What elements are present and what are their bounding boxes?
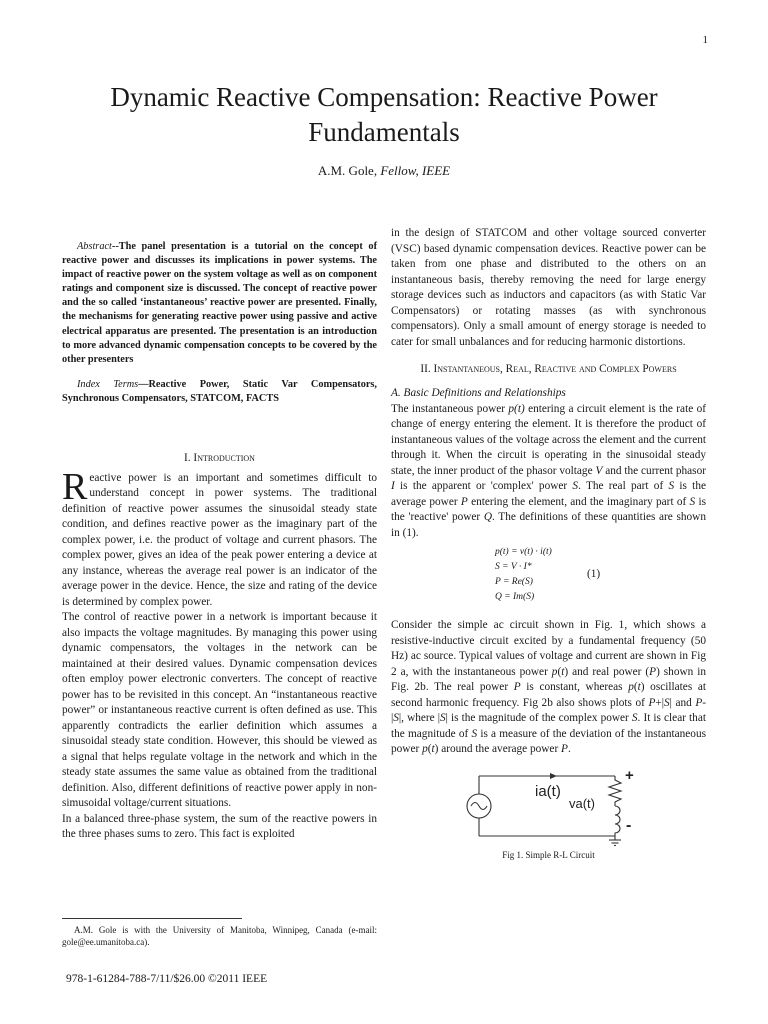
author-name: A.M. Gole, (317, 163, 381, 178)
equation-line: S = V · I* (495, 562, 532, 572)
page-number: 1 (702, 34, 708, 46)
plus-terminal: + (625, 766, 634, 784)
index-terms-text: —Reactive Power, Static Var Compensators, Synchronous Compensators, STATCOM, FACTS (62, 378, 377, 404)
intro-paragraph-3: In a balanced three-phase system, the sum of the reactive powers in the three phases sums to zero. This fact is exploited (62, 812, 377, 841)
equation-line: p(t) = v(t) · i(t) (495, 547, 552, 557)
section-heading-powers: II. Instantaneous, Real, Reactive and Complex Powers (420, 363, 677, 375)
abstract-lead: Abstract (77, 241, 112, 252)
right-column (391, 226, 707, 860)
subsection-heading: A. Basic Definitions and Relationships (391, 387, 566, 399)
copyright-line: 978-1-61284-788-7/11/$26.00 ©2011 IEEE (66, 973, 268, 985)
author-affiliation: Fellow, IEEE (380, 163, 451, 178)
definitions-paragraph: The instantaneous power p(t) entering a circuit element is the rate of change of energy entering the element. It is therefore the product of instantaneous values of the voltage across the element and the current through it. When the circuit is operating in the sinusoidal steady state, the inner product of the phasor voltage V and the current phasor I is the apparent or 'complex' power S. The real part of S is the average power P entering the element, and the imaginary part of S is the 'reactive' power Q. The definitions of these quantities are shown in (1). (391, 402, 707, 539)
equation-block (391, 545, 706, 609)
drop-cap: R (62, 465, 88, 508)
intro-paragraph-2: The control of reactive power in a network is important because it also impacts the voltage magnitudes. By managing this power using dynamic compensators, the voltages in the network can be maintained at their desired values. Dynamic compensation devices often employ power electronic converters. The concept of reactive power has to be revisited in this concept. An “instantaneous reactive power” or instantaneous reactive current is often defined as use. This apparently contradicts the earlier definition which assumes a sinusoidal steady state condition. However, this should be viewed as a signal that helps regulate voltage in the network and which in the steady state assumes the same value as obtained from the traditional definition. Also, different definitions of reactive power apply in non-simusoidal voltage/current situations. (62, 611, 377, 810)
abstract-text: --The panel presentation is a tutorial on the concept of reactive power and discusses its implications in power systems. The impact of reactive power on the system voltage as well as on component ratings and component size is discussed. The concept of reactive power and the so called ‘instantaneous’ reactive power are presented. Finally, the mechanisms for generating reactive power using passive and active electrical apparatus are presented. The presentation is an introduction to more advanced dynamic compensation concepts to be covered by the other presenters (62, 241, 377, 365)
circuit-paragraph: Consider the simple ac circuit shown in Fig. 1, which shows a resistive-inductive circuit excited by a fundamental frequency (50 Hz) ac source. Typical values of voltage and current are shown in Fig 2 a, with the instantaneous power p(t) and real power (P) shown in Fig. 2b. The real power P is constant, whereas p(t) oscillates at second harmonic frequency. Fig 2b also shows plots of P+|S| and P-|S|, where |S| is the magnitude of the complex power S. It is clear that the magnitude of S is a measure of the deviation of the instantaneous power p(t) around the average power P. (391, 619, 707, 755)
minus-terminal: - (626, 816, 632, 834)
equation-number: (1) (587, 568, 601, 580)
footnote-rule (62, 918, 242, 919)
paper-title: Dynamic Reactive Compensation: Reactive Power Fundamentals (110, 82, 658, 147)
voltage-label: va(t) (569, 795, 595, 811)
equation-line: P = Re(S) (495, 577, 533, 587)
figure-caption: Fig 1. Simple R-L Circuit (502, 849, 595, 860)
footnote: A.M. Gole is with the University of Manitoba, Winnipeg, Canada (e-mail: gole@ee.umanitoba.ca). (62, 925, 377, 947)
rl-circuit-diagram (465, 766, 635, 846)
section-heading-introduction: I. Introduction (184, 452, 255, 465)
abstract (62, 240, 377, 367)
index-terms (62, 378, 377, 406)
ac-source-icon (467, 794, 491, 818)
left-column (62, 226, 377, 843)
current-arrow-icon (525, 773, 557, 779)
author-line (60, 163, 708, 179)
current-label: ia(t) (535, 782, 561, 800)
figure-1 (391, 762, 706, 860)
equation-line: Q = Im(S) (495, 592, 535, 602)
equation-lines (495, 545, 552, 605)
index-terms-lead: Index Terms (77, 378, 139, 390)
continued-paragraph: in the design of STATCOM and other voltage sourced converter (VSC) based dynamic compensation devices. Reactive power can be taken from one phase and distributed to the others on an instantaneous basis, thereby removing the need for large energy storage devices such as inductors and capacitors (as with Static Var Compensators) or rotating masses (as with synchronous compensators). Only a small amount of energy storage is needed to cater for small unbalances and for reducing harmonic distortions. (391, 227, 706, 348)
intro-paragraph-1-text: eactive power is an important and sometimes difficult to understand concept in power systems. The traditional definition of reactive power assumes the sinusoidal steady state condition, and defines reactive power as the imaginary part of the complex power, i.e. the product of voltage and current phasors. The complex power, gives an idea of the peak power entering a device at any instance, whereas the average real power is an indicator of the average power in the device. Hence, the size and rating of the device is determined by complex power. (62, 471, 377, 608)
intro-paragraph-1 (62, 465, 377, 611)
